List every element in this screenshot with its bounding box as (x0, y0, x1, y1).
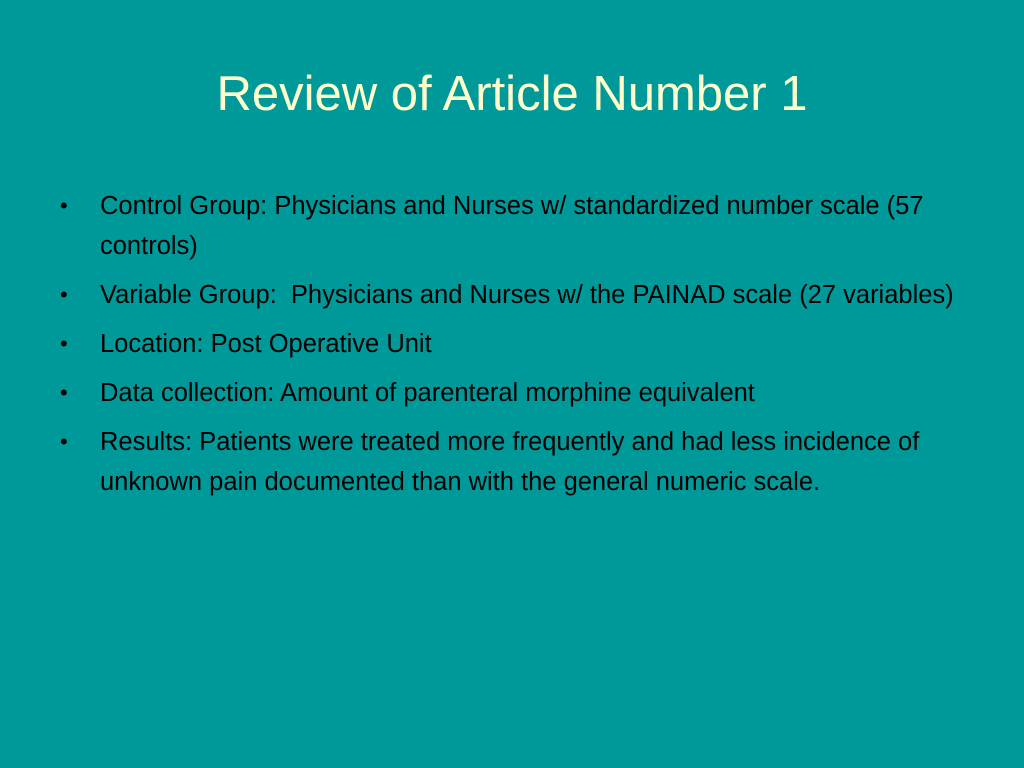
bullet-text: Variable Group: Physicians and Nurses w/ the PAINAD scale (27 variables) (100, 281, 954, 309)
bullet-item-results (60, 422, 980, 502)
bullet-icon: • (60, 331, 68, 356)
bullet-text: Data collection: Amount of parenteral morphine equivalent (100, 379, 755, 407)
bullet-item-control-group (60, 186, 980, 266)
bullet-text: Results: Patients were treated more frequently and had less incidence of unknown pain documented than with the general numeric scale. (100, 428, 920, 496)
bullet-icon: • (60, 429, 68, 454)
bullet-item-variable-group (60, 275, 980, 315)
bullet-icon: • (60, 380, 68, 405)
bullet-list (60, 186, 980, 511)
slide-title: Review of Article Number 1 (216, 67, 808, 121)
bullet-text: Control Group: Physicians and Nurses w/ standardized number scale (57 controls) (100, 192, 924, 260)
bullet-icon: • (60, 282, 68, 307)
bullet-item-location (60, 324, 980, 364)
bullet-icon: • (60, 193, 68, 218)
bullet-item-data-collection (60, 373, 980, 413)
bullet-text: Location: Post Operative Unit (100, 330, 432, 358)
